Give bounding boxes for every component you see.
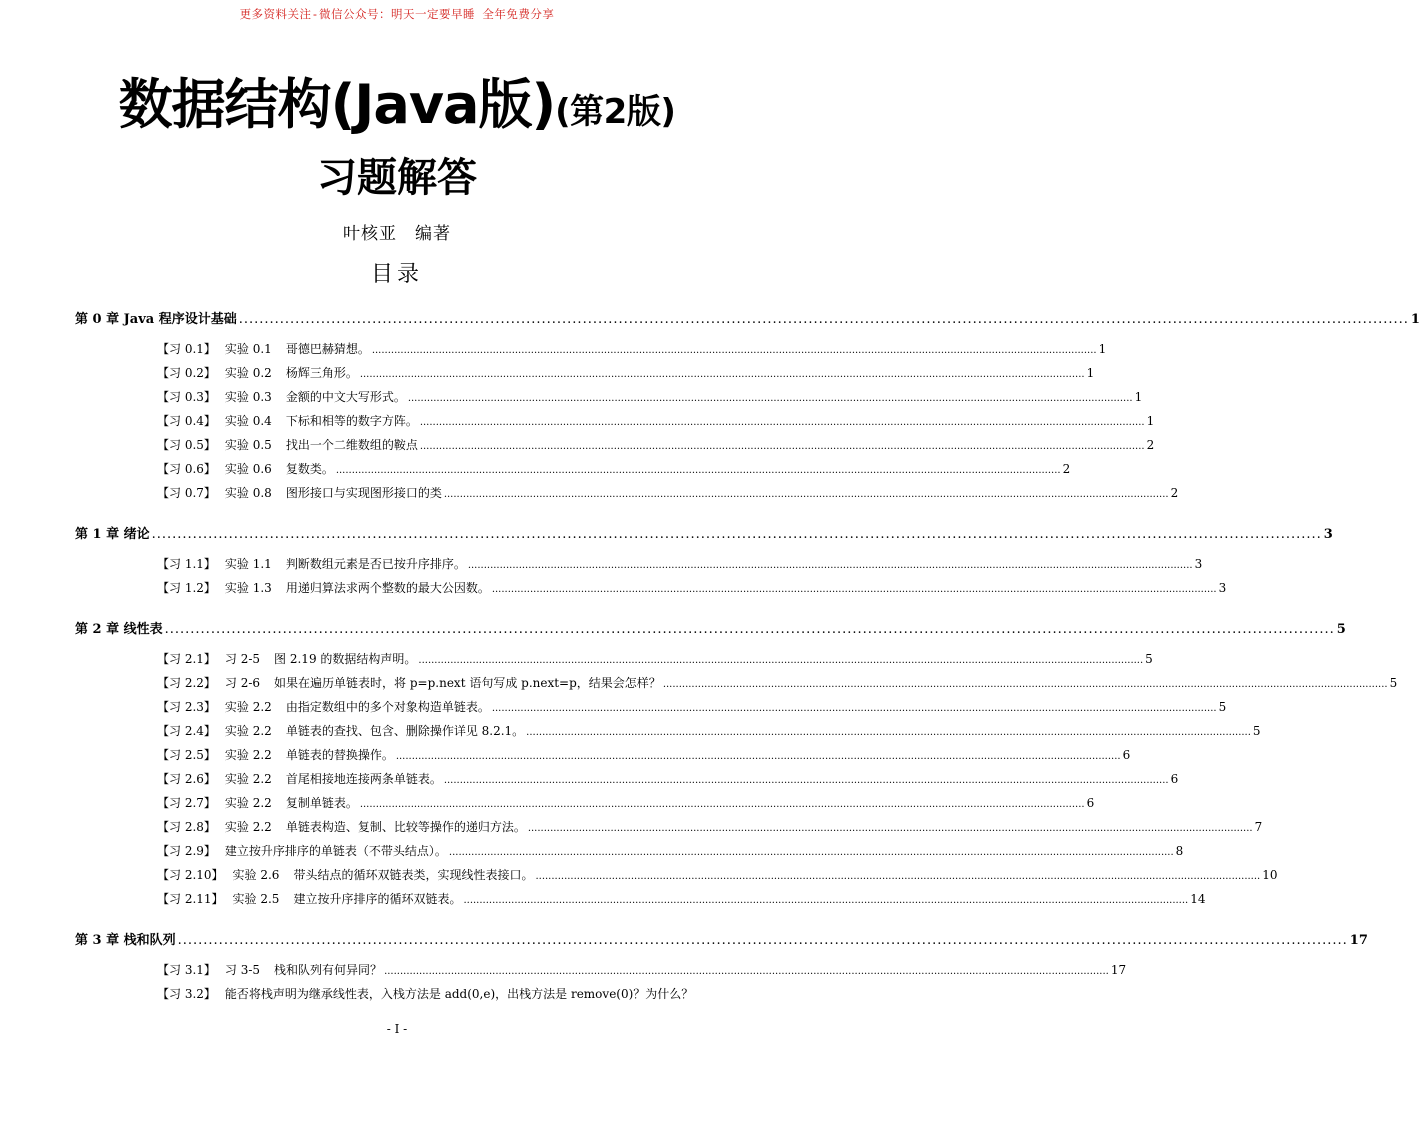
- exercise-reference: 实验 2.2: [224, 700, 272, 714]
- exercise-reference: 实验 0.5: [224, 438, 272, 452]
- exercise-number: 【习 2.9】: [157, 844, 216, 858]
- toc-item-entry[interactable]: [75, 842, 1184, 866]
- toc-item-entry[interactable]: [75, 484, 1179, 508]
- exercise-title: 栈和队列有何异同？: [274, 963, 383, 977]
- exercise-page-number: 5: [1145, 652, 1153, 666]
- leader-dots: [239, 312, 1409, 327]
- exercise-title: 建立按升序排序的循环双链表。: [293, 892, 462, 906]
- exercise-number: 【习 2.7】: [157, 796, 216, 810]
- toc-item-entry[interactable]: [75, 388, 1143, 412]
- leader-dots: [165, 622, 1335, 637]
- exercise-title: 带头结点的循环双链表类，实现线性表接口。: [293, 868, 534, 882]
- leader-dots: [420, 441, 1145, 452]
- exercise-page-number: 3: [1194, 557, 1203, 571]
- leader-dots: [463, 895, 1188, 906]
- exercise-page-number: 1: [1098, 342, 1107, 356]
- exercise-page-number: 1: [1146, 414, 1155, 428]
- exercise-page-number: 14: [1190, 892, 1206, 906]
- exercise-number: 【习 0.3】: [157, 390, 216, 404]
- leader-dots: [468, 560, 1193, 571]
- exercise-title: 建立按升序排序的单链表（不带头结点）。: [224, 844, 447, 858]
- exercise-number: 【习 3.1】: [157, 963, 216, 977]
- toc-item-entry[interactable]: [75, 890, 1206, 914]
- exercise-page-number: 2: [1170, 486, 1179, 500]
- chapter-title: 第 0 章 Java 程序设计基础: [75, 312, 237, 327]
- exercise-title: 图 2.19 的数据结构声明。: [274, 652, 417, 666]
- exercise-number: 【习 3.2】: [157, 987, 216, 1001]
- leader-dots: [526, 727, 1251, 738]
- exercise-title: 判断数组元素是否已按升序排序。: [285, 557, 466, 571]
- exercise-reference: 实验 0.4: [224, 414, 272, 428]
- exercise-title: 杨辉三角形。: [285, 366, 358, 380]
- exercise-number: 【习 1.2】: [157, 581, 216, 595]
- exercise-number: 【习 0.2】: [157, 366, 216, 380]
- toc-item-entry[interactable]: [75, 866, 1278, 890]
- leader-dots: [336, 465, 1061, 476]
- book-title: [0, 62, 794, 139]
- exercise-title: 图形接口与实现图形接口的类: [285, 486, 442, 500]
- leader-dots: [396, 751, 1121, 762]
- exercise-reference: 实验 2.6: [232, 868, 280, 882]
- exercise-reference: 习 3-5: [224, 963, 261, 977]
- exercise-reference: 实验 1.3: [224, 581, 272, 595]
- author-line: 叶核亚 编著: [343, 224, 451, 244]
- exercise-title: 单链表的查找、包含、删除操作详见 8.2.1。: [285, 724, 525, 738]
- toc-item-entry[interactable]: [75, 674, 1398, 698]
- exercise-page-number: 3: [1218, 581, 1227, 595]
- chapter-page-number: 3: [1323, 527, 1333, 542]
- exercise-title: 用递归算法求两个整数的最大公因数。: [285, 581, 490, 595]
- leader-dots: [152, 527, 1322, 542]
- chapter-spacer: [75, 914, 768, 926]
- exercise-title: 金额的中文大写形式。: [285, 390, 406, 404]
- exercise-title: 首尾相接地连接两条单链表。: [285, 772, 442, 786]
- toc-item-entry[interactable]: [75, 579, 1227, 603]
- exercise-reference: 实验 1.1: [224, 557, 272, 571]
- chapter-items-spacer: [75, 642, 768, 650]
- exercise-title: 单链表构造、复制、比较等操作的递归方法。: [285, 820, 526, 834]
- exercise-number: 【习 2.3】: [157, 700, 216, 714]
- leader-dots: [418, 655, 1143, 666]
- exercise-page-number: 10: [1262, 868, 1278, 882]
- toc-item-entry[interactable]: [75, 650, 1153, 674]
- exercise-number: 【习 2.11】: [157, 892, 224, 906]
- exercise-page-number: 2: [1062, 462, 1071, 476]
- exercise-reference: 实验 2.2: [224, 772, 272, 786]
- chapter-title: 第 2 章 线性表: [75, 622, 163, 637]
- toc-chapter-entry[interactable]: [75, 523, 1333, 547]
- toc-item-entry[interactable]: [75, 340, 1107, 364]
- leader-dots: [420, 417, 1145, 428]
- exercise-number: 【习 2.5】: [157, 748, 216, 762]
- toc-item-entry[interactable]: [75, 985, 797, 1009]
- leader-dots: [360, 369, 1085, 380]
- chapter-items-spacer: [75, 332, 768, 340]
- chapter-items-spacer: [75, 547, 768, 555]
- book-edition: (第2版): [555, 92, 676, 132]
- toc-item-entry[interactable]: [75, 436, 1155, 460]
- leader-dots: [408, 393, 1133, 404]
- exercise-page-number: 8: [1175, 844, 1184, 858]
- leader-dots: [178, 933, 1348, 948]
- chapter-title: 第 1 章 绪论: [75, 527, 150, 542]
- chapter-spacer: [75, 508, 768, 520]
- exercise-title: 找出一个二维数组的鞍点: [285, 438, 418, 452]
- exercise-number: 【习 2.1】: [157, 652, 216, 666]
- exercise-number: 【习 2.6】: [157, 772, 216, 786]
- exercise-number: 【习 0.5】: [157, 438, 216, 452]
- exercise-reference: 实验 0.1: [224, 342, 272, 356]
- leader-dots: [360, 799, 1085, 810]
- exercise-number: 【习 0.4】: [157, 414, 216, 428]
- exercise-number: 【习 2.8】: [157, 820, 216, 834]
- chapter-page-number: 5: [1336, 622, 1346, 637]
- leader-dots: [535, 871, 1260, 882]
- exercise-title: 由指定数组中的多个对象构造单链表。: [285, 700, 490, 714]
- leader-dots: [492, 703, 1217, 714]
- leader-dots: [384, 966, 1109, 977]
- leader-dots: [444, 489, 1169, 500]
- exercise-title: 复数类。: [285, 462, 334, 476]
- exercise-reference: 习 2-5: [224, 652, 261, 666]
- exercise-page-number: 2: [1146, 438, 1155, 452]
- exercise-title: 能否将栈声明为继承线性表，入栈方法是 add(0,e)，出栈方法是 remove(0)？为什么？: [224, 987, 694, 1001]
- exercise-reference: 实验 0.6: [224, 462, 272, 476]
- leader-dots: [449, 847, 1174, 858]
- toc-chapter-entry[interactable]: [75, 618, 1346, 642]
- exercise-page-number: 5: [1218, 700, 1227, 714]
- chapter-page-number: 17: [1349, 933, 1368, 948]
- exercise-reference: 实验 0.3: [224, 390, 272, 404]
- exercise-title: 哥德巴赫猜想。: [285, 342, 370, 356]
- exercise-number: 【习 2.10】: [157, 868, 224, 882]
- book-subtitle: 习题解答: [317, 155, 477, 201]
- header-banner: 更多资料关注-微信公众号：明天一定要早睡 全年免费分享: [239, 7, 555, 21]
- toc-item-entry[interactable]: [75, 555, 1203, 579]
- exercise-number: 【习 2.2】: [157, 676, 216, 690]
- exercise-page-number: 1: [1134, 390, 1143, 404]
- chapter-items-spacer: [75, 953, 768, 961]
- exercise-number: 【习 2.4】: [157, 724, 216, 738]
- exercise-number: 【习 0.7】: [157, 486, 216, 500]
- toc-item-entry[interactable]: [75, 364, 1095, 388]
- exercise-reference: 实验 0.2: [224, 366, 272, 380]
- exercise-reference: 实验 2.5: [232, 892, 280, 906]
- toc-item-entry[interactable]: [75, 961, 1127, 985]
- toc-item-entry[interactable]: [75, 818, 1263, 842]
- page-number-footer: - I -: [386, 1022, 408, 1036]
- leader-dots: [444, 775, 1169, 786]
- exercise-number: 【习 1.1】: [157, 557, 216, 571]
- toc-item-entry[interactable]: [75, 460, 1071, 484]
- exercise-page-number: 6: [1122, 748, 1131, 762]
- toc-item-entry[interactable]: [75, 412, 1155, 436]
- exercise-page-number: 5: [1389, 676, 1398, 690]
- toc-item-entry[interactable]: [75, 794, 1095, 818]
- exercise-page-number: 6: [1086, 796, 1095, 810]
- leader-dots: [492, 584, 1217, 595]
- exercise-title: 单链表的替换操作。: [285, 748, 394, 762]
- exercise-number: 【习 0.6】: [157, 462, 216, 476]
- toc-chapter-entry[interactable]: [75, 308, 1420, 332]
- exercise-reference: 习 2-6: [224, 676, 261, 690]
- exercise-number: 【习 0.1】: [157, 342, 216, 356]
- exercise-title: 如果在遍历单链表时，将 p=p.next 语句写成 p.next=p，结果会怎样？: [274, 676, 661, 690]
- exercise-page-number: 17: [1110, 963, 1127, 977]
- exercise-reference: 实验 2.2: [224, 724, 272, 738]
- exercise-reference: 实验 2.2: [224, 796, 272, 810]
- exercise-page-number: 7: [1254, 820, 1263, 834]
- exercise-reference: 实验 0.8: [224, 486, 272, 500]
- exercise-reference: 实验 2.2: [224, 748, 272, 762]
- toc-chapter-entry[interactable]: [75, 929, 1368, 953]
- leader-dots: [528, 823, 1253, 834]
- chapter-page-number: 1: [1410, 312, 1420, 327]
- toc-heading: 目录: [370, 262, 423, 287]
- toc-item-entry[interactable]: [75, 722, 1261, 746]
- exercise-title: 下标和相等的数字方阵。: [285, 414, 418, 428]
- exercise-title: 复制单链表。: [285, 796, 358, 810]
- chapter-title: 第 3 章 栈和队列: [75, 933, 176, 948]
- leader-dots: [663, 679, 1388, 690]
- toc-item-entry[interactable]: [75, 698, 1227, 722]
- exercise-page-number: 1: [1086, 366, 1095, 380]
- exercise-page-number: 5: [1252, 724, 1261, 738]
- table-of-contents: [75, 308, 1420, 1009]
- exercise-reference: 实验 2.2: [224, 820, 272, 834]
- book-title-main: 数据结构(Java版): [118, 73, 556, 136]
- leader-dots: [372, 345, 1097, 356]
- chapter-spacer: [75, 603, 768, 615]
- toc-item-entry[interactable]: [75, 770, 1179, 794]
- toc-item-entry[interactable]: [75, 746, 1131, 770]
- exercise-page-number: 6: [1170, 772, 1179, 786]
